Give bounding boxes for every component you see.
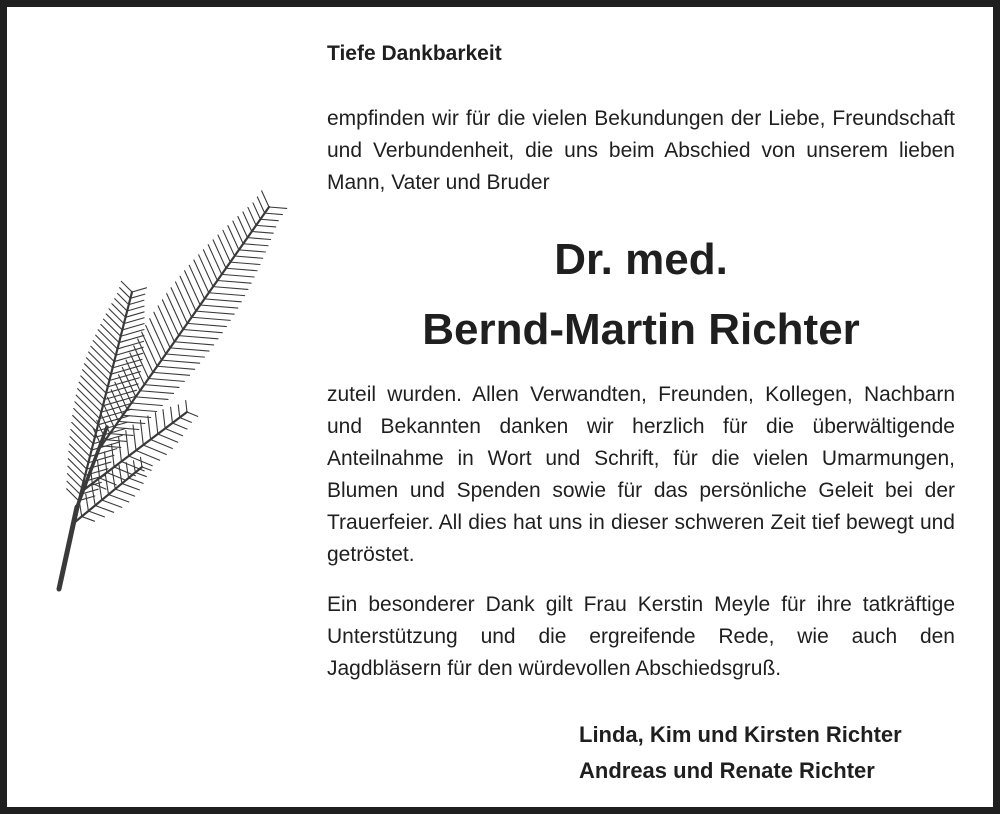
signature (579, 717, 955, 789)
special-thanks-paragraph: Ein besonderer Dank gilt Frau Kerstin Meyle für ihre tatkräftige Unterstützung und die ergreifende Rede, wie auch den Jagdbläsern für den würdevollen Abschiedsgruß. (327, 593, 955, 680)
signature-line: Andreas und Renate Richter (579, 758, 875, 783)
intro-paragraph: empfinden wir für die vielen Bekundungen der Liebe, Freundschaft und Verbundenheit, die uns beim Abschied von unserem lieben Mann, Vater und Bruder (327, 107, 955, 194)
body-paragraph: zuteil wurden. Allen Verwandten, Freunden, Kollegen, Nachbarn und Bekannten danken wir herzlich für die überwältigende Anteilnahme in Wort und Schrift, für die vielen Umarmungen, Blumen und Spenden sowie für das persönliche Geleit bei der Trauerfeier. All dies hat uns in dieser schweren Zeit tief bewegt und getröstet. (327, 383, 955, 566)
deceased-full-name: Bernd-Martin Richter (422, 305, 860, 354)
notice-heading: Tiefe Dankbarkeit (327, 42, 502, 65)
deceased-name (327, 225, 955, 365)
fir-branch-icon (37, 177, 297, 617)
notice-content (327, 41, 955, 789)
signature-line: Linda, Kim und Kirsten Richter (579, 722, 902, 747)
deceased-title: Dr. med. (554, 235, 728, 284)
